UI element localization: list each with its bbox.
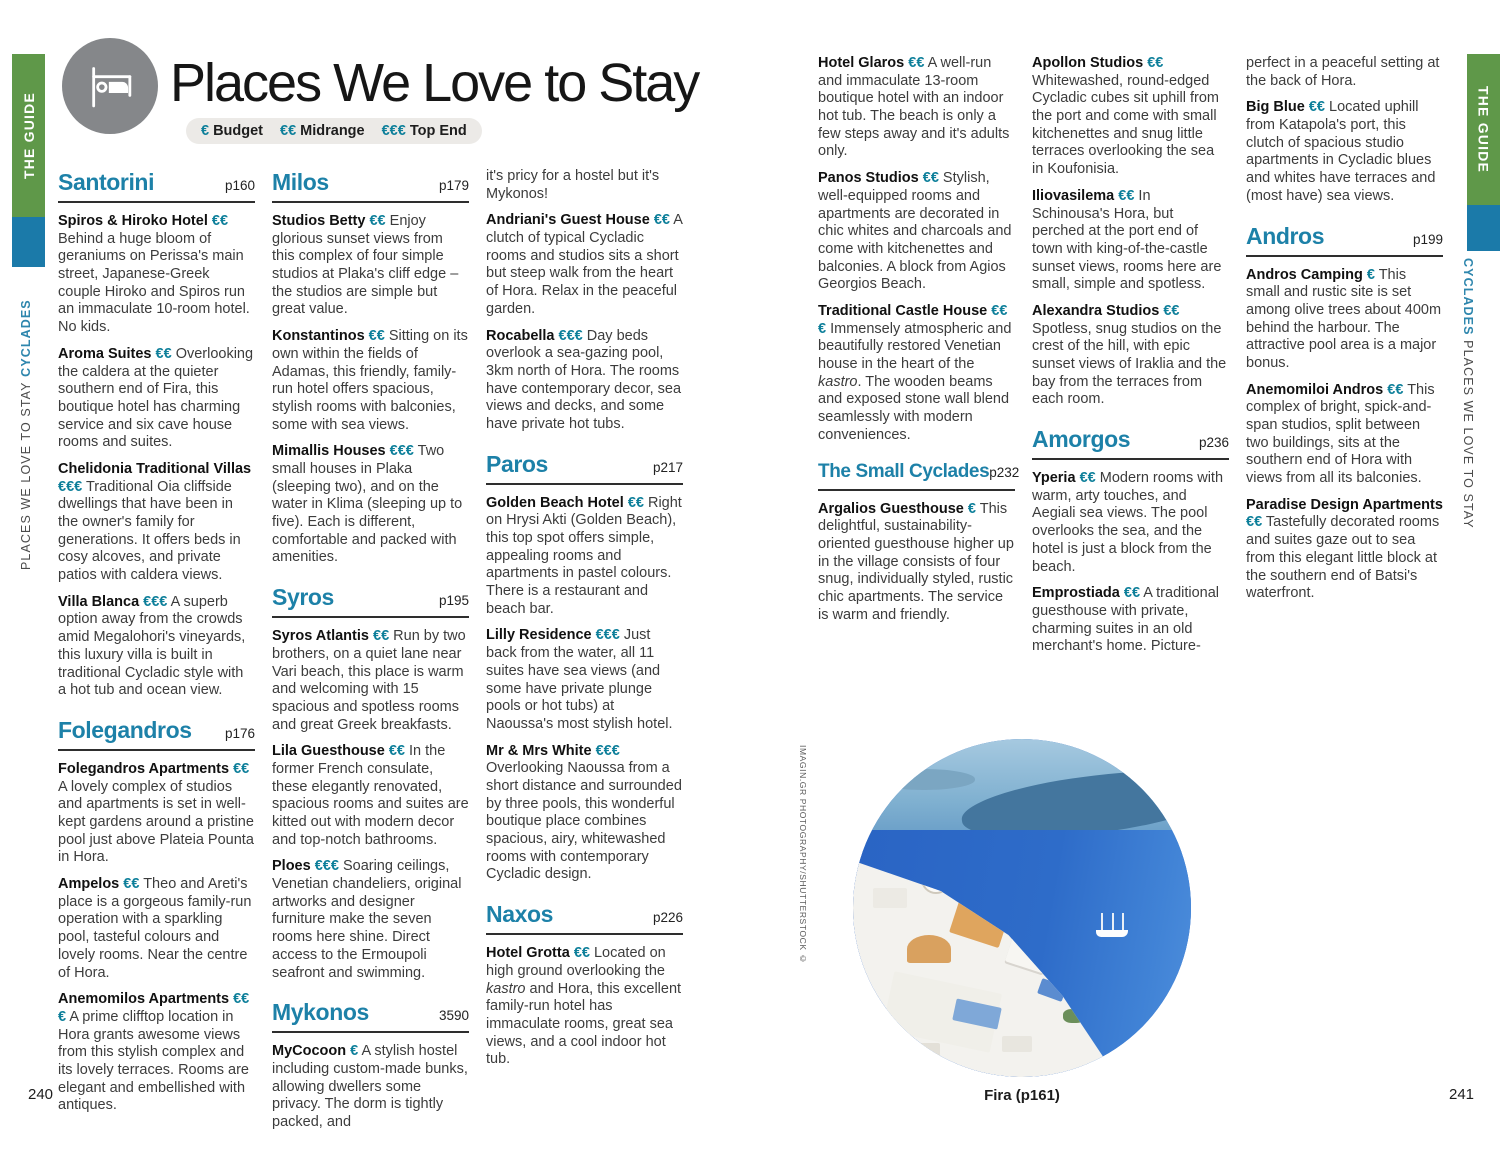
hotel-entry [272,858,469,982]
entry-text: perfect in a peaceful setting at the back of Hora. [1246,55,1440,89]
right-strip-main: PLACES WE LOVE TO STAY [1461,340,1475,529]
section-page-ref: p199 [1412,231,1443,247]
hotel-entry [1246,382,1443,488]
section-title: Naxos [486,901,554,928]
price-badge: €€ [373,628,390,645]
hotel-name: Chelidonia Traditional Villas [58,460,252,477]
price-badge: € [967,500,976,517]
section-heading [272,583,469,618]
left-strip-main: PLACES WE LOVE TO STAY [19,381,33,570]
hotel-name: MyCocoon [272,1043,347,1060]
hotel-entry [58,991,255,1115]
entry-text: Enjoy glorious sunset views from this complex of four simple studios at Plaka's cliff edge – the studios are simple but great value. [272,213,459,318]
column-5 [1032,55,1229,665]
hotel-name: Golden Beach Hotel [486,494,624,511]
entry-text: This small and rustic site is set among olive trees about 400m behind the harbour. The attractive pool area is a major bonus. [1246,266,1442,371]
price-badge: €€ [1147,55,1164,71]
fira-photo [853,739,1191,1077]
section-title: Milos [272,169,329,195]
price-badge: €€ [1387,381,1404,398]
price-badge: €€€ [595,742,620,759]
price-badge: €€ [1163,302,1180,319]
column-4 [818,55,1020,633]
hotel-name: Emprostiada [1032,585,1120,602]
hotel-name: Ploes [272,858,311,875]
hotel-name: Lilly Residence [486,627,592,644]
entry-text: This complex of bright, spick-and-span studios, split between two buildings, sits at the southern end of Hora with views from all its balconies. [1246,381,1435,487]
price-badge: € [1366,266,1375,283]
hotel-entry [58,213,255,337]
price-badge: €€€ [58,478,83,495]
section-title: Syros [272,584,334,611]
hotel-name: Andriani's Guest House [486,212,650,229]
hotel-entry [818,303,1015,445]
hotel-name: Villa Blanca [58,593,140,610]
section-title: Mykonos [272,999,369,1026]
entry-text: Located uphill from Katapola's port, this clutch of spacious studio apartments in Cycladic blues and whites have terraces and (most have) sea views. [1246,99,1436,204]
hotel-name: Mr & Mrs White [486,742,592,759]
price-badge: €€ [1079,470,1096,487]
column-2 [272,168,469,1141]
hotel-entry [1032,303,1229,409]
hotel-name: Hotel Glaros [818,55,905,71]
legend-item: €€ Midrange [280,123,365,139]
price-badge: €€€ [558,327,583,344]
right-blue-tab [1467,205,1500,251]
entry-text: A well-run and immaculate 13-room boutique hotel with an indoor hot tub. The beach is only a few steps away and it's adults only. [818,55,1010,160]
hotel-entry [58,461,255,585]
entry-text: Overlooking Naoussa from a short distance and surrounded by three pools, this wonderful boutique place combines spacious, airy, whitewashed rooms with contemporary Cycladic design. [486,760,682,883]
hotel-entry [486,627,683,733]
entry-text: Spotless, snug studios on the crest of the hill, with epic sunset views of Iraklia and the bay from the terraces from each room. [1032,320,1227,408]
section-heading [272,998,469,1033]
legend-item: € Budget [201,123,264,139]
sailing-ship [1096,930,1128,937]
hotel-entry [1246,99,1443,205]
section-title: The Small Cyclades [818,461,990,483]
euro-symbol: €€€ [381,123,406,139]
section-heading [1032,425,1229,460]
hotel-entry [818,501,1015,625]
entry-text: Stylish, well-equipped rooms and apartments are decorated in chic whites and charcoals and come with kitchenettes and balconies. A block from Agios Georgios Beach. [818,170,1012,293]
photo-caption: Fira (p161) [984,1087,1060,1104]
hotel-entry [1032,585,1229,656]
entry-text: Modern rooms with warm, arty touches, and Aegiali sea views. The pool overlooks the sea, and the hotel is just a block from the beach. [1032,470,1224,575]
entry-text: Traditional Oia cliffside dwellings that have been in the owner's family for generations. It offers beds in cosy alcoves, and private patios with caldera views. [58,478,241,584]
hotel-entry [58,761,255,867]
section-page-ref: p160 [224,178,255,193]
left-guide-tab-label: THE GUIDE [20,91,37,180]
section-page-ref: p226 [652,910,683,926]
hotel-entry [1246,267,1443,373]
entry-text: it's pricy for a hostel but it's Mykonos! [486,168,660,202]
column-3 [486,168,683,1078]
section-page-ref: p232 [989,465,1020,481]
price-badge: €€ [233,760,250,777]
right-margin-strip [1461,258,1475,570]
hotel-name: Iliovasilema [1032,187,1115,204]
section-page-ref: p195 [438,593,469,609]
hotel-name: Yperia [1032,470,1076,487]
hotel-entry [272,1043,469,1131]
page-number-left: 240 [28,1086,54,1103]
hotel-entry [272,743,469,849]
legend-item: €€€ Top End [381,123,467,139]
hotel-name: Hotel Grotta [486,945,570,962]
section-title: Santorini [58,169,155,195]
price-badge: €€ [573,945,590,962]
photo-credit: IMAGIN.GR PHOTOGRAPHY/SHUTTERSTOCK © [798,745,808,965]
section-title: Andros [1246,222,1325,249]
hotel-entry [1032,470,1229,576]
price-badge: €€€ [58,991,250,1025]
hotel-name: Paradise Design Apartments [1246,496,1443,513]
price-badge: €€€ [314,858,339,875]
hotel-name: Traditional Castle House [818,302,988,319]
section-title: Folegandros [58,716,192,743]
entry-text: Overlooking the caldera at the quieter southern end of Fira, this boutique hotel has charming service and six cave house rooms and suites. [58,345,254,451]
entry-text: Immensely atmospheric and beautifully restored Venetian house in the heart of the kastro. The wooden beams and exposed stone wall blend seamlessly with modern conveniences. [818,320,1012,443]
price-badge: € [350,1043,359,1060]
hotel-entry [272,213,469,319]
entry-text: A prime clifftop location in Hora grants awesome views from this stylish complex and its lovely terraces. Rooms are elegant and embellished with antiques. [58,1008,249,1114]
hotel-entry [486,495,683,619]
section-page-ref: p217 [652,459,683,475]
section-page-ref: 3590 [438,1008,469,1024]
section-title: Amorgos [1032,426,1131,453]
right-guide-tab-label: THE GUIDE [1475,85,1492,174]
euro-symbol: €€ [280,123,297,139]
entry-text: Theo and Areti's place is a gorgeous family-run operation with a sparkling pool, tasteful colours and lovely rooms. Near the centre of Hora. [58,876,252,981]
euro-symbol: € [201,123,210,139]
price-badge: €€ [1118,187,1135,204]
price-badge: €€€ [818,302,1008,337]
hotel-name: Syros Atlantis [272,628,369,645]
hotel-entry [818,55,1015,161]
entry-text: A clutch of typical Cycladic rooms and studios sits a short but steep walk from the heart of Hora. Relax in the peaceful garden. [486,212,683,317]
hotel-entry [1032,55,1229,179]
left-strip-accent: CYCLADES [19,299,33,377]
price-badge: €€ [1246,514,1263,531]
hotel-name: Andros Camping [1246,266,1363,283]
column-6 [1246,55,1443,612]
price-badge: €€ [922,170,939,187]
entry-text: In Schinousa's Hora, but perched at the port end of town with king-of-the-castle sunset views, rooms here are small, simple and spotless. [1032,187,1222,293]
entry-text: Whitewashed, round-edged Cycladic cubes sit uphill from the port and come with small kitchenettes and snug little terraces overlooking the sea in Koufonisia. [1032,72,1219,178]
page-number-right: 241 [1449,1086,1475,1103]
hotel-name: Studios Betty [272,213,366,230]
section-page-ref: p179 [438,178,469,193]
entry-text: Day beds overlook a sea-gazing pool, 3km north of Hora. The rooms have contemporary decor, sea views and decks, and some have private hot tubs. [486,327,682,432]
right-guide-tab [1467,54,1500,205]
entry-text: A traditional guesthouse with private, charming suites in an old merchant's home. Picture- [1032,585,1220,655]
price-badge: €€ [155,345,172,362]
section-title: Paros [486,450,548,477]
price-badge: €€ [369,213,386,230]
hotel-entry [818,170,1015,294]
price-badge: €€ [1308,99,1325,116]
price-badge: €€ [653,212,670,229]
entry-text: Soaring ceilings, Venetian chandeliers, original artworks and designer furniture make the seven rooms here shine. Direct access to the Ermoupoli seafront and swimming. [272,858,462,981]
hotel-name: Panos Studios [818,170,919,187]
hotel-name: Mimallis Houses [272,443,386,460]
bed-icon [62,38,158,134]
hotel-name: Lila Guesthouse [272,743,385,760]
price-badge: €€ [388,743,405,760]
section-page-ref: p236 [1198,435,1229,451]
price-legend [186,118,482,144]
page-title: Places We Love to Stay [170,53,699,113]
price-badge: €€€ [389,443,414,460]
entry-text: Right on Hrysi Akti (Golden Beach), this top spot offers simple, appealing rooms and apartments in pastel colours. There is a restaurant and beach bar. [486,494,682,617]
hotel-name: Anemomilos Apartments [58,991,230,1008]
entry-text: Located on high ground overlooking the kastro and Hora, this excellent family-run hotel has immaculate rooms, great sea views, and a cool indoor hot tub. [486,945,682,1068]
hotel-name: Apollon Studios [1032,55,1144,71]
price-badge: €€€ [143,593,168,610]
hotel-name: Big Blue [1246,99,1305,116]
left-margin-strip [19,258,33,570]
section-heading [272,168,469,203]
hotel-entry [58,594,255,700]
hotel-name: Konstantinos [272,328,365,345]
hotel-entry [1032,188,1229,294]
price-badge: €€ [123,876,140,893]
entry-text: A lovely complex of studios and apartments is set in well-kept gardens around a pristine pool just above Plateia Pounta in Hora. [58,778,254,866]
entry-text: This delightful, sustainability-oriented guesthouse higher up in the village consists of four snug, individually styled, rustic chic apartments. The service is warm and friendly. [818,500,1014,623]
hotel-entry [58,346,255,452]
entry-text: Two small houses in Plaka (sleeping two), and on the water in Klima (sleeping up to five). Each is different, comfortable and packed with amenities. [272,443,463,566]
price-badge: €€ [627,494,644,511]
hotel-entry [1246,497,1443,603]
hotel-entry [486,945,683,1069]
entry-text: In the former French consulate, these elegantly renovated, spacious rooms and suites are kitted out with modern decor and top-notch bathrooms. [272,743,469,848]
hotel-name: Folegandros Apartments [58,760,230,777]
entry-text: A superb option away from the crowds amid Megalohori's vineyards, this luxury villa is built in traditional Cycladic style with a hot tub and ocean view. [58,593,246,699]
hotel-entry [272,443,469,567]
right-strip-accent: CYCLADES [1461,258,1475,336]
section-heading [58,716,255,751]
entry-continuation [1246,55,1443,90]
section-heading [486,900,683,935]
entry-text: A stylish hostel including custom-made bunks, allowing dwellers some privacy. The dorm is tightly packed, and [272,1043,468,1131]
price-badge: €€ [1123,585,1141,602]
entry-text: Tastefully decorated rooms and suites gaze out to sea from this elegant little block at the southern end of Batsi's waterfront. [1246,514,1440,602]
entry-text: Behind a huge bloom of geraniums on Perissa's main street, Japanese-Greek couple Hiroko and Spiros run an immaculate 10-room hotel. No kids. [58,230,250,336]
section-page-ref: p176 [224,725,255,741]
hotel-name: Argalios Guesthouse [818,500,964,517]
hotel-entry [272,328,469,434]
hotel-entry [486,328,683,434]
hotel-entry [486,212,683,318]
price-badge: €€ [211,213,229,230]
entry-text: Just back from the water, all 11 suites have sea views (and some have private plunge pools or hot tubs) at Naoussa's most stylish hotel. [486,627,673,732]
price-badge: €€ [368,328,385,345]
hotel-name: Alexandra Studios [1032,302,1160,319]
section-heading [1246,222,1443,257]
hotel-entry [58,876,255,982]
left-guide-tab [12,54,45,217]
section-heading [486,450,683,485]
hotel-name: Aroma Suites [58,345,152,362]
hotel-name: Anemomiloi Andros [1246,381,1384,398]
section-heading [818,460,1020,490]
hotel-entry [486,743,683,885]
section-heading [58,168,255,203]
price-badge: €€€ [595,627,620,644]
entry-text: Run by two brothers, on a quiet lane near Vari beach, this place is warm and welcoming with 15 spacious and spotless rooms and great Greek breakfasts. [272,628,466,733]
entry-text: Sitting on its own within the fields of Adamas, this friendly, family-run hotel offers spacious, stylish rooms with balconies, some with sea views. [272,328,468,433]
hotel-name: Ampelos [58,876,120,893]
column-1 [58,168,255,1124]
hotel-name: Rocabella [486,327,555,344]
hotel-name: Spiros & Hiroko Hotel [58,213,208,230]
hotel-entry [272,628,469,734]
entry-continuation [486,168,683,203]
price-badge: €€ [908,55,925,71]
